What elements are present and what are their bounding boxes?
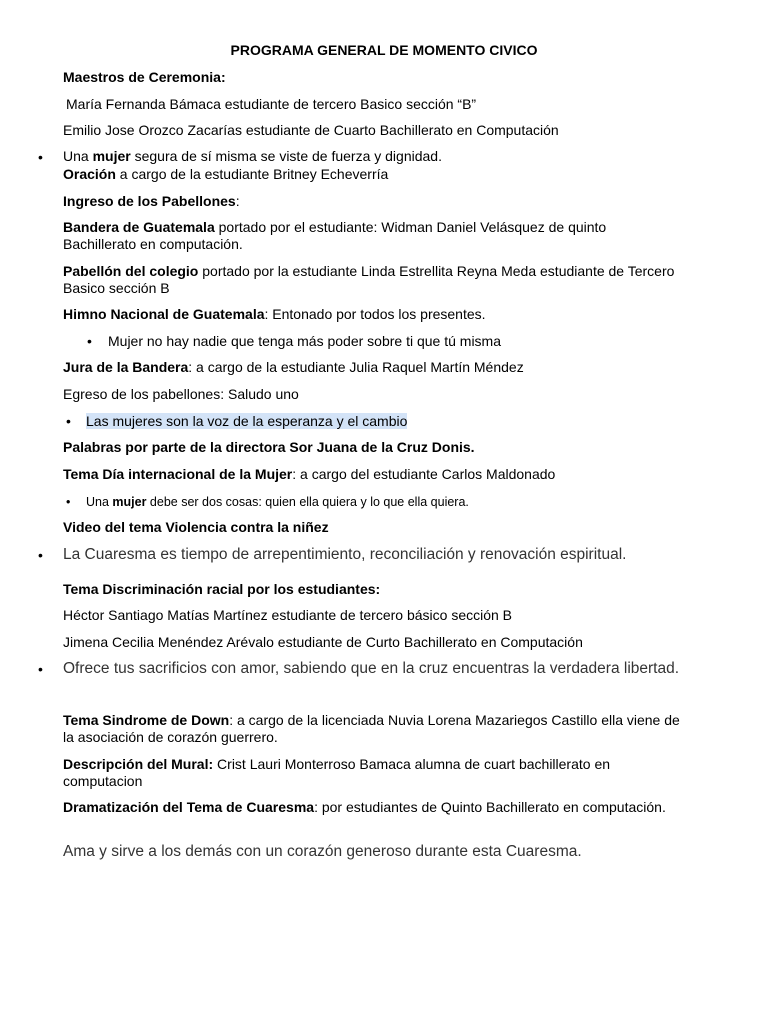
quote-4: Una mujer debe ser dos cosas: quien ella quiera y lo que ella quiera. — [86, 495, 469, 509]
maestro-line-2: Emilio Jose Orozco Zacarías estudiante de Cuarto Bachillerato en Computación — [63, 122, 559, 138]
quote-2: Mujer no hay nadie que tenga más poder sobre ti que tú misma — [108, 333, 502, 349]
bullet-icon: • — [38, 149, 43, 165]
bullet-icon: • — [66, 413, 71, 429]
oracion-line: Oración a cargo de la estudiante Britney Echeverría — [63, 166, 389, 182]
discriminacion-heading: Tema Discriminación racial por los estudiantes: — [63, 581, 381, 597]
himno-line: Himno Nacional de Guatemala: Entonado por todos los presentes. — [63, 306, 486, 322]
egreso-line: Egreso de los pabellones: Saludo uno — [63, 386, 299, 402]
tema-mujer-line: Tema Día internacional de la Mujer: a cargo del estudiante Carlos Maldonado — [63, 466, 556, 482]
quote-7: Ama y sirve a los demás con un corazón generoso durante esta Cuaresma. — [63, 843, 582, 860]
page-title: PROGRAMA GENERAL DE MOMENTO CIVICO — [230, 42, 538, 58]
jura-line: Jura de la Bandera: a cargo de la estudiante Julia Raquel Martín Méndez — [63, 359, 524, 375]
mural-line: Descripción del Mural: Crist Lauri Monterroso Bamaca alumna de cuart bachillerato en computacion — [63, 756, 611, 789]
maestro-line-1: María Fernanda Bámaca estudiante de tercero Basico sección “B” — [66, 96, 477, 112]
ingreso-heading: Ingreso de los Pabellones: — [63, 193, 240, 209]
bandera-line: Bandera de Guatemala portado por el estudiante: Widman Daniel Velásquez de quinto Bachillerato en computación. — [63, 219, 607, 252]
quote-6: Ofrece tus sacrificios con amor, sabiendo que en la cruz encuentras la verdadera libertad. — [63, 660, 680, 677]
video-line: Video del tema Violencia contra la niñez — [63, 519, 329, 535]
dramatizacion-line: Dramatización del Tema de Cuaresma: por estudiantes de Quinto Bachillerato en computación. — [63, 799, 666, 815]
quote-5: La Cuaresma es tiempo de arrepentimiento, reconciliación y renovación espiritual. — [63, 546, 627, 563]
highlighted-text: Las mujeres son la voz de la esperanza y el cambio — [86, 413, 408, 429]
discriminacion-line-1: Héctor Santiago Matías Martínez estudiante de tercero básico sección B — [63, 607, 513, 623]
sindrome-line: Tema Sindrome de Down: a cargo de la licenciada Nuvia Lorena Mazariegos Castillo ella viene de la asociación de corazón guerrero. — [63, 712, 680, 745]
maestros-heading: Maestros de Ceremonia: — [63, 69, 226, 85]
quote-3 — [86, 413, 407, 430]
bullet-icon: • — [38, 661, 43, 677]
bullet-icon: • — [38, 547, 43, 563]
pabellon-line: Pabellón del colegio portado por la estudiante Linda Estrellita Reyna Meda estudiante de Tercero Basico sección B — [63, 263, 675, 296]
bullet-icon: • — [87, 333, 92, 349]
bullet-icon: • — [66, 495, 71, 509]
quote-1: Una mujer segura de sí misma se viste de fuerza y dignidad. — [63, 148, 442, 164]
discriminacion-line-2: Jimena Cecilia Menéndez Arévalo estudiante de Curto Bachillerato en Computación — [63, 634, 583, 650]
palabras-line: Palabras por parte de la directora Sor Juana de la Cruz Donis. — [63, 439, 475, 455]
